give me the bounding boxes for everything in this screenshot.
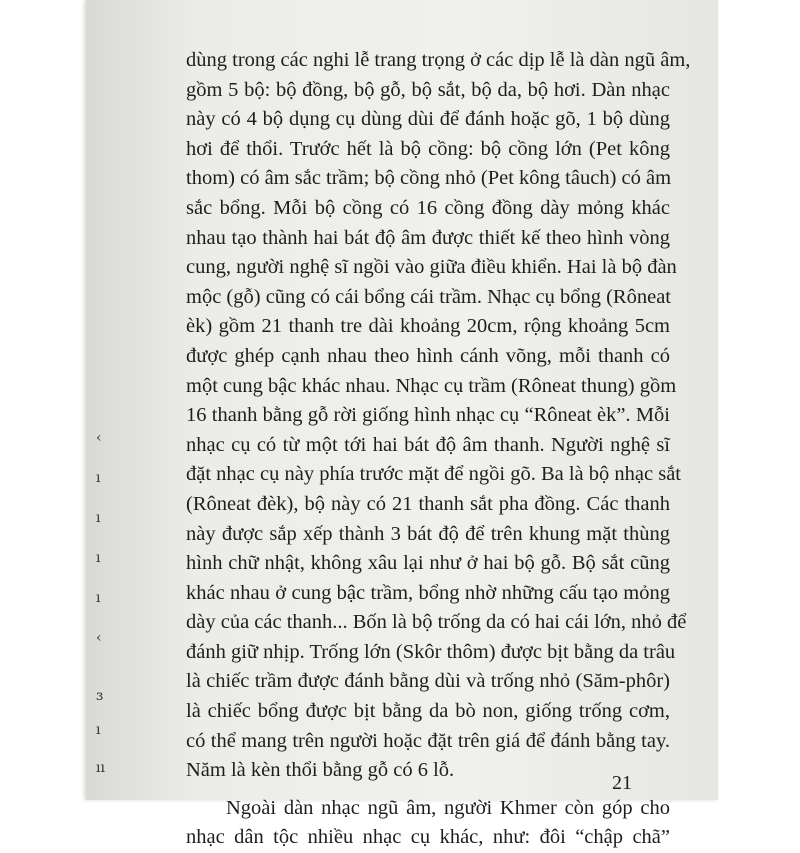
text-line: gồm 5 bộ: bộ đồng, bộ gỗ, bộ sắt, bộ da, bộ hơi. Dàn nhạc	[186, 78, 670, 101]
text-line: nhạc cụ có từ một tới hai bát độ âm thanh. Người nghệ sĩ	[186, 433, 670, 456]
text-line: này có 4 bộ dụng cụ dùng dùi để đánh hoặc gõ, 1 bộ dùng	[186, 108, 670, 131]
text-line: một cung bậc khác nhau. Nhạc cụ trầm (Rôneat thung) gồm	[186, 374, 677, 397]
text-line: cung, người nghệ sĩ ngồi vào giữa điều khiển. Hai là bộ đàn	[186, 256, 677, 279]
text-line: hình chữ nhật, không xâu lại như ở hai bộ gỗ. Bộ sắt cũng	[186, 552, 670, 575]
text-line: (Rôneat đèk), bộ này có 21 thanh sắt pha đồng. Các thanh	[186, 492, 670, 515]
text-line: dùng trong các nghi lễ trang trọng ở các dịp lễ là dàn ngũ âm,	[186, 49, 691, 71]
text-line: nhạc dân tộc nhiều nhạc cụ khác, như: đôi “chập chã”	[186, 826, 670, 849]
previous-page-edge-fragments: ‹ ı ı ı ı ‹ ɜ ı ıı	[96, 430, 105, 776]
text-line: Năm là kèn thổi bằng gỗ có 6 lỗ.	[186, 759, 455, 782]
text-line: sắc bổng. Mỗi bộ cồng có 16 cồng đồng dày mỏng khác	[186, 196, 670, 219]
page-number: 21	[612, 772, 632, 794]
body-text	[186, 46, 691, 853]
text-line: èk) gồm 21 thanh tre dài khoảng 20cm, rộng khoảng 5cm	[186, 315, 670, 338]
text-line: này được sắp xếp thành 3 bát độ để trên khung mặt thùng	[186, 522, 670, 545]
text-line: là chiếc bổng được bịt bằng da bò non, giống trống cơm,	[186, 700, 670, 723]
text-line: mộc (gỗ) cũng có cái bổng cái trầm. Nhạc cụ bổng (Rôneat	[186, 285, 671, 308]
paragraph	[186, 794, 670, 853]
text-line: thom) có âm sắc trầm; bộ cồng nhỏ (Pet kông tâuch) có âm	[186, 167, 672, 190]
text-line: Ngoài dàn nhạc ngũ âm, người Khmer còn góp cho	[226, 796, 670, 819]
text-line: 16 thanh bằng gỗ rời giống hình nhạc cụ “Rôneat èk”. Mỗi	[186, 404, 670, 427]
text-line: đánh giữ nhịp. Trống lớn (Skôr thôm) được bịt bằng da trâu	[186, 640, 676, 663]
text-line: có thể mang trên người hoặc đặt trên giá để đánh bằng tay.	[186, 729, 670, 752]
text-line: khác nhau ở cung bậc trầm, bổng nhờ những cấu tạo mỏng	[186, 581, 670, 604]
text-line: dày của các thanh... Bốn là bộ trống da có hai cái lớn, nhỏ để	[186, 611, 687, 634]
text-line: là chiếc trầm được đánh bằng dùi và trống nhỏ (Săm-phôr)	[186, 670, 670, 693]
text-line: hơi để thổi. Trước hết là bộ cồng: bộ cồng lớn (Pet kông	[186, 137, 670, 160]
text-line: đặt nhạc cụ này phía trước mặt để ngồi gõ. Ba là bộ nhạc sắt	[186, 463, 682, 486]
text-line: được ghép cạnh nhau theo hình cánh võng, mỗi thanh có	[186, 344, 670, 367]
text-line: nhau tạo thành hai bát độ âm được thiết kế theo hình vòng	[186, 226, 670, 249]
paragraph	[186, 46, 691, 786]
